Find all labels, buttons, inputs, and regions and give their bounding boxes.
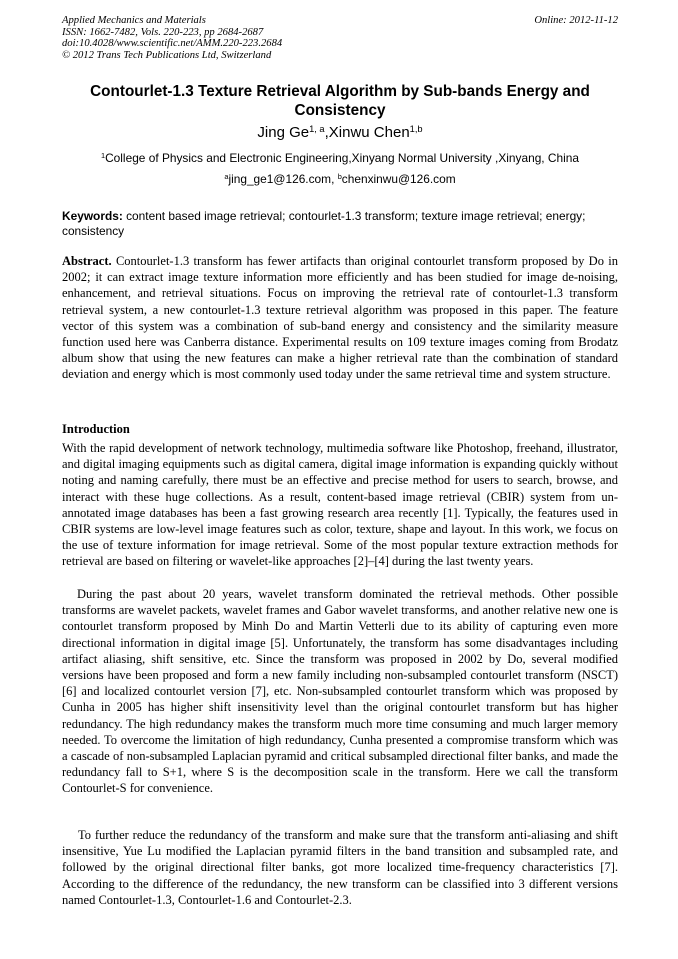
paragraph: With the rapid development of network technology, multimedia software like Photoshop, freehand, illustrator, and digital imaging equipments such as digital camera, digital image information is expanding quickly without noting and naming carefully, there must be an effective and precise method for users to search, browse, and interact with these huge collections. As a result, content-based image retrieval (CBIR) system from un-annotated image databases has been a fast growing research area recently [1]. Typically, the features used in CBIR systems are low-level image features such as color, texture, shape and layout. In this work, we focus on the use of texture information for image retrieval. Some of the most popular texture extraction methods for retrieval are based on filtering or wavelet-like approaches [2]–[4] during the last twenty years. [62, 441, 618, 569]
paragraph: During the past about 20 years, wavelet transform dominated the retrieval methods. Other possible transforms are wavelet packets, wavelet frames and Gabor wavelet transforms, and another relative new one is contourlet transform proposed by Minh Do and Martin Vetterli due to its ability of capturing even more directional information in digital image [5]. Unfortunately, the transform has some disadvantages including artifact aliasing, shift sensitive, etc. Since the transform was proposed in 2002 by Do, several modified versions have been proposed and form a new family including non-subsampled contourlet transform (NSCT) [6] and localized contourlet version [7], etc. Non-subsampled contourlet transform which was proposed by Cunha in 2005 has higher shift insensitivity level than the original contourlet transform but has higher redundancy. The high redundancy makes the transform much more time consuming and much larger memory needed. To overcome the limitation of high redundancy, Cunha presented a compromise transform which was a cascade of non-subsampled Laplacian pyramid and critical subsampled directional filter banks, and made the redundancy fall to S+1, where S is the decomposition scale in the transform. Here we call the transform Contourlet-S for convenience. [62, 587, 618, 796]
issn-line: ISSN: 1662-7482, Vols. 220-223, pp 2684-2687 [62, 26, 264, 38]
keywords [62, 209, 618, 239]
email-address: jing_ge1@126.com, [228, 172, 338, 186]
email-mark: a [224, 171, 229, 181]
paper-title: Contourlet-1.3 Texture Retrieval Algorithm by Sub-bands Energy and Consistency [90, 83, 590, 119]
author-name: Xinwu Chen [328, 124, 410, 141]
author-line [62, 124, 618, 143]
journal-header [62, 15, 618, 61]
paragraph: To further reduce the redundancy of the transform and make sure that the transform anti-aliasing and shift insensitive, Yue Lu modified the Laplacian pyramid filters in the band transition and subsampled rate, and followed by the original directional filter banks, got more localized time-frequency characteristics [7]. According to the difference of the redundancy, the new transform can be classified into 3 different versions named Contourlet-1.3, Contourlet-1.6 and Contourlet-2.3. [62, 828, 618, 907]
abstract-label: Abstract. [62, 254, 112, 268]
author-affiliation-mark: 1, a [309, 123, 325, 134]
author-emails [62, 172, 618, 188]
keywords-text: content based image retrieval; contourlet-1.3 transform; texture image retrieval; energy; consistency [62, 209, 586, 238]
copyright-line: © 2012 Trans Tech Publications Ltd, Switzerland [62, 49, 272, 61]
affiliation-text: College of Physics and Electronic Engineering,Xinyang Normal University ,Xinyang, China [105, 151, 579, 165]
abstract [62, 253, 618, 383]
section-heading: Introduction [62, 422, 130, 436]
affiliation-mark: 1 [101, 150, 106, 160]
keywords-label: Keywords: [62, 209, 123, 223]
email-address: chenxinwu@126.com [341, 172, 456, 186]
abstract-text: Contourlet-1.3 transform has fewer artifacts than original contourlet transform proposed by Do in 2002; it can extract image texture information more efficiently and has been studied for image de-noising, enhancement, and retrieval situations. Focus on improving the retrieval rate of contourlet-1.3 transform retrieval system, a new contourlet-1.3 texture retrieval algorithm was proposed in this paper. The feature vector of this system was a combination of sub-band energy and consistency and the similarity measure function used here was Canberra distance. Experimental results on 109 texture images coming from Brodatz album show that using the new features can make a higher retrieval rate than the combination of standard deviation and energy which is most commonly used today under the same retrieval time and system structure. [62, 254, 618, 382]
doi-line: doi:10.4028/www.scientific.net/AMM.220-223.2684 [62, 38, 283, 49]
journal-name: Applied Mechanics and Materials [62, 15, 206, 26]
author-name: Jing Ge [257, 124, 310, 141]
author-separator: , [324, 124, 329, 141]
affiliation [62, 151, 618, 167]
email-mark: b [337, 171, 342, 181]
online-date: Online: 2012-11-12 [534, 15, 618, 26]
author-affiliation-mark: 1,b [409, 123, 423, 134]
